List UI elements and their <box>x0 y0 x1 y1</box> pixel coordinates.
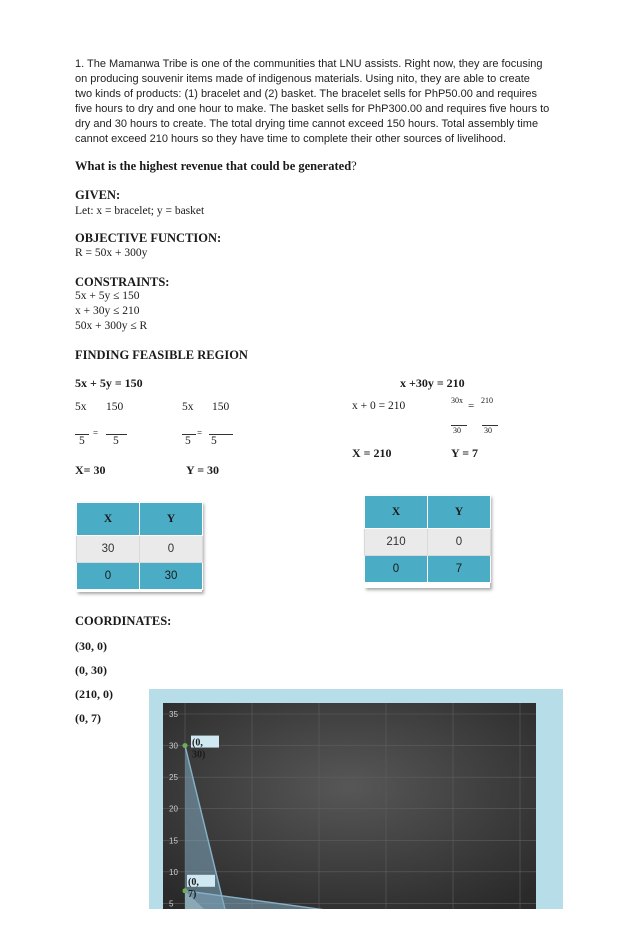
data-label: (0, <box>192 737 203 749</box>
eq2-title: x +30y = 210 <box>400 376 465 390</box>
table-header: X <box>77 503 140 536</box>
eq1-den: 5 <box>211 435 217 447</box>
table-cell: 210 <box>365 529 428 556</box>
eq1-den: 5 <box>113 435 119 447</box>
eq1-title: 5x + 5y = 150 <box>75 376 143 390</box>
problem-line: cannot exceed 210 hours so they have time to complete their other sources of livelihood. <box>75 132 507 145</box>
data-label: (0, <box>188 876 199 888</box>
table-row <box>365 556 491 583</box>
table-header: Y <box>140 503 203 536</box>
eq1-x-result: X= 30 <box>75 463 106 477</box>
plot-background <box>163 703 536 909</box>
coordinates-heading: COORDINATES: <box>75 614 172 628</box>
table-cell: 0 <box>365 556 428 583</box>
y-tick-label: 15 <box>169 836 178 846</box>
coordinate-item: (0, 7) <box>75 711 101 725</box>
values-table-1 <box>76 502 203 590</box>
data-point <box>183 743 188 748</box>
coordinate-item: (0, 30) <box>75 663 107 677</box>
y-tick-label: 20 <box>169 804 178 814</box>
table-row <box>365 529 491 556</box>
data-point <box>183 888 188 893</box>
eq2-frac-eq: = <box>468 400 475 412</box>
table-header: Y <box>428 496 491 529</box>
problem-line: two kinds of products: (1) bracelet and (2) basket. The bracelet sells for PhP50.00 and requires <box>75 87 538 100</box>
y-tick-label: 5 <box>169 899 174 909</box>
data-label: 30) <box>192 749 206 761</box>
eq1-den: 5 <box>185 435 191 447</box>
eq1-b-rhs: 150 <box>212 401 230 413</box>
constraint-item: 5x + 5y ≤ 150 <box>75 290 140 302</box>
constraints-heading: CONSTRAINTS: <box>75 275 170 289</box>
question-text: What is the highest revenue that could be generated <box>75 159 352 173</box>
eq2-y-result: Y = 7 <box>451 446 479 460</box>
question-mark: ? <box>351 159 357 173</box>
eq1-y-result: Y = 30 <box>186 463 220 477</box>
y-tick-label: 25 <box>169 773 178 783</box>
given-heading: GIVEN: <box>75 188 121 202</box>
eq1-a-rhs: 150 <box>106 401 124 413</box>
objective-heading: OBJECTIVE FUNCTION: <box>75 231 222 245</box>
table-cell: 30 <box>77 536 140 563</box>
eq1-b-eq: = <box>197 428 203 438</box>
given-text: Let: x = bracelet; y = basket <box>75 205 205 217</box>
objective-text: R = 50x + 300y <box>75 247 148 259</box>
y-tick-label: 30 <box>169 741 178 751</box>
table-row <box>77 536 203 563</box>
constraint-item: 50x + 300y ≤ R <box>75 320 148 332</box>
question <box>75 159 357 174</box>
eq2-x-result: X = 210 <box>352 446 392 460</box>
table-cell: 0 <box>140 536 203 563</box>
table-cell: 7 <box>428 556 491 583</box>
feasible-region-chart <box>149 689 563 909</box>
eq2-frac-num-right: 210 <box>481 396 493 405</box>
table-cell: 0 <box>77 563 140 590</box>
chart-svg <box>149 689 563 909</box>
data-label: 7) <box>188 888 197 900</box>
table-row <box>77 563 203 590</box>
constraint-item: x + 30y ≤ 210 <box>75 305 140 317</box>
eq1-den: 5 <box>79 435 85 447</box>
problem-line: 1. The Mamanwa Tribe is one of the communities that LNU assists. Right now, they are focusing <box>75 58 543 70</box>
y-tick-label: 10 <box>169 867 178 877</box>
problem-statement <box>75 57 567 146</box>
coordinate-item: (30, 0) <box>75 639 107 653</box>
y-tick-label: 35 <box>169 710 178 719</box>
feasible-heading: FINDING FEASIBLE REGION <box>75 348 248 362</box>
values-table-2 <box>364 495 491 583</box>
coordinate-item: (210, 0) <box>75 687 113 701</box>
eq2-frac-num-left: 30x <box>451 396 463 405</box>
table-cell: 0 <box>428 529 491 556</box>
table-header: X <box>365 496 428 529</box>
eq2-den-left: 30 <box>453 426 461 435</box>
problem-line: dry and 30 hours to create. The total drying time cannot exceed 150 hours. Total assembly time <box>75 117 539 130</box>
eq1-a-eq: = <box>93 428 99 438</box>
table-cell: 30 <box>140 563 203 590</box>
eq1-b-num: 5x <box>182 401 194 413</box>
problem-line: five hours to dry and one hour to make. The basket sells for PhP300.00 and requires five hours to <box>75 102 550 115</box>
eq2-line: x + 0 = 210 <box>352 400 406 412</box>
eq2-den-right: 30 <box>484 426 492 435</box>
problem-line: on producing souvenir items made of indigenous materials. Using nito, they are able to create <box>75 72 530 85</box>
eq1-a-num: 5x <box>75 401 87 413</box>
